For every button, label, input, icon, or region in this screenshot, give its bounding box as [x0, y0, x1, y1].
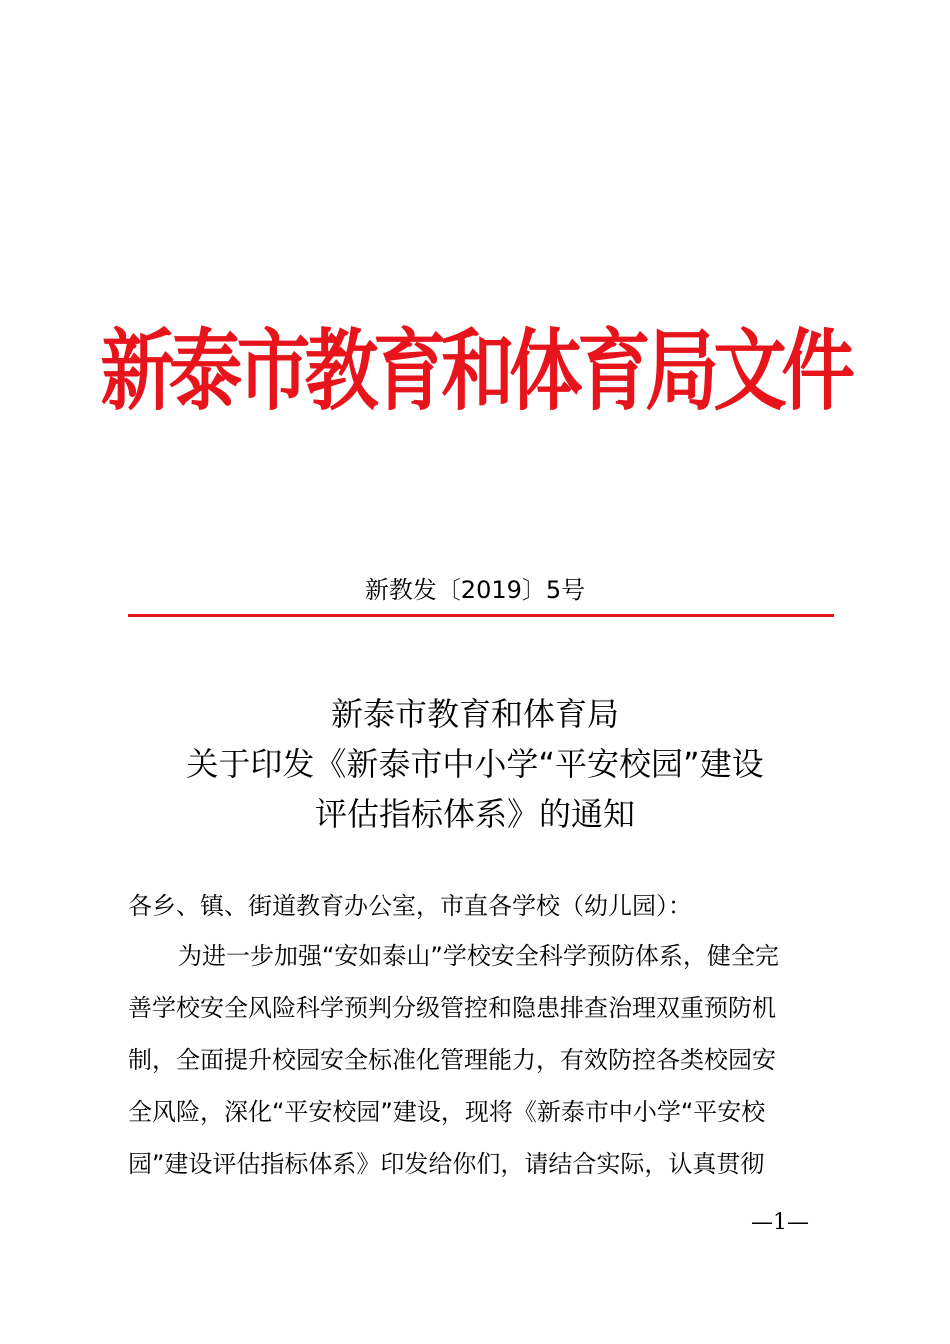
document-masthead: 新泰市教育和体育局文件 — [100, 320, 850, 423]
red-separator-rule — [128, 614, 834, 617]
title-line-2: 关于印发《新泰市中小学“平安校园”建设 — [186, 745, 764, 783]
body-line: 善学校安全风险科学预判分级管控和隐患排查治理双重预防机 — [128, 994, 776, 1022]
body-line: 制，全面提升校园安全标准化管理能力，有效防控各类校园安 — [128, 1046, 776, 1074]
title-line-1: 新泰市教育和体育局 — [330, 695, 619, 733]
page-number: —1— — [751, 1210, 809, 1235]
salutation: 各乡、镇、街道教育办公室，市直各学校（幼儿园）： — [128, 892, 692, 920]
title-line-3: 评估指标体系》的通知 — [314, 795, 635, 833]
document-number: 新教发〔2019〕5号 — [364, 576, 586, 604]
body-line: 全风险，深化“平安校园”建设，现将《新泰市中小学“平安校 — [128, 1098, 766, 1126]
body-line: 园”建设评估指标体系》印发给你们，请结合实际，认真贯彻 — [128, 1150, 765, 1178]
body-line: 为进一步加强“安如泰山”学校安全科学预防体系，健全完 — [178, 942, 779, 970]
